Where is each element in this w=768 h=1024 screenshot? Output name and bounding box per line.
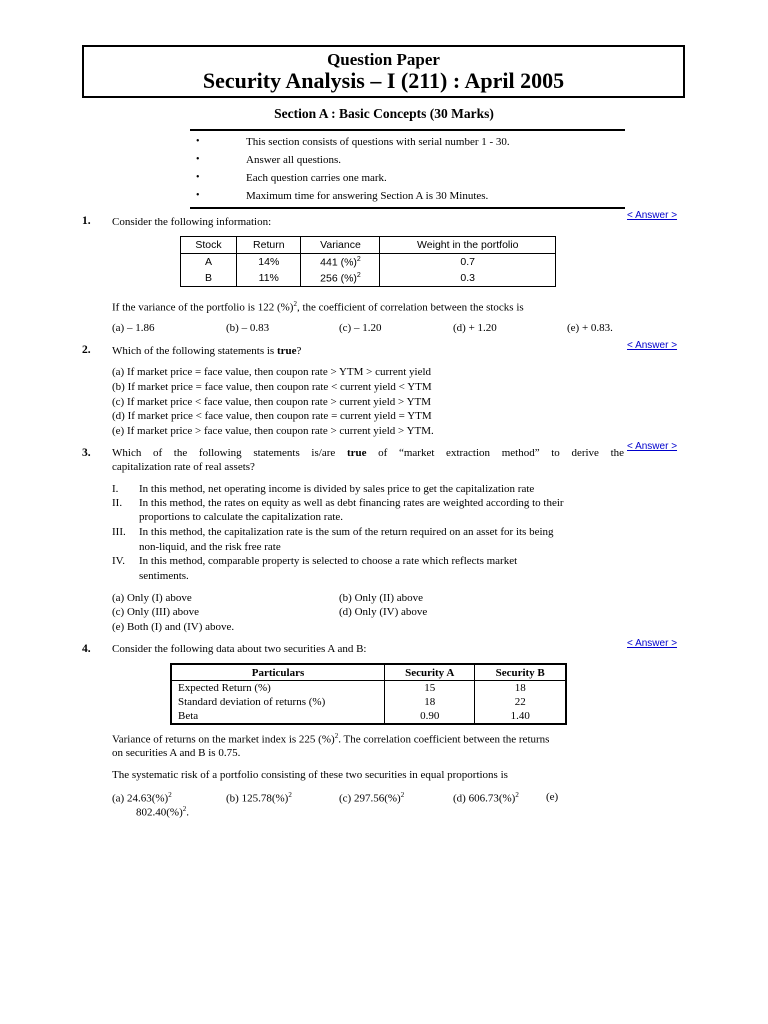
q2-number: 2. — [82, 344, 91, 356]
q3-statement-text: In this method, comparable property is selected to choose a rate which reflects market — [139, 555, 518, 567]
q1-option-a[interactable]: (a) – 1.86 — [112, 322, 155, 334]
q4-option-c[interactable]: (c) 297.56(%)$^2$ — [339, 791, 405, 805]
q1-number: 1. — [82, 215, 91, 227]
q1-option-d[interactable]: (d) + 1.20 — [453, 322, 497, 334]
q1-text: Consider the following information: — [112, 216, 272, 228]
q1-table — [180, 236, 556, 287]
q3-option-b[interactable]: (b) Only (II) above — [339, 592, 423, 604]
q2-option-e[interactable]: (e) If market price > face value, then coupon rate > current yield > YTM. — [112, 425, 434, 437]
table-row: Standard deviation of returns (%) 18 22 — [171, 695, 566, 709]
q1-th-stock: Stock — [181, 237, 237, 254]
q4-answer-link[interactable]: < Answer > — [627, 638, 678, 649]
table-row: A 14% 441 (%)$^2$ 0.7 — [181, 254, 556, 271]
q3-answer-link[interactable]: < Answer > — [627, 441, 678, 452]
q4-para1-line1: Variance of returns on the market index is 225 (%)$^2$. The correlation coefficient between the returns — [112, 732, 550, 746]
q4-th-security-a: Security A — [385, 664, 475, 681]
q1-answer-link[interactable]: < Answer > — [627, 210, 678, 221]
q3-statement-num: II. — [112, 497, 123, 509]
q3-statement-text: In this method, the rates on equity as well as debt financing rates are weighted according to their — [139, 497, 564, 509]
q1-th-weight: Weight in the portfolio — [380, 237, 556, 254]
q3-text-line1: Which of the following statements is/are true of “market extraction method” to derive the — [112, 447, 625, 459]
q2-text: Which of the following statements is true? — [112, 345, 302, 357]
bullet-icon: • — [196, 136, 200, 147]
q3-option-d[interactable]: (d) Only (IV) above — [339, 606, 428, 618]
bullet-icon: • — [196, 190, 200, 201]
title-box — [82, 45, 685, 98]
q4-th-security-b: Security B — [475, 664, 566, 681]
table-row: Expected Return (%) 15 18 — [171, 681, 566, 696]
q1-th-return: Return — [237, 237, 301, 254]
section-title: Section A : Basic Concepts (30 Marks) — [274, 106, 494, 121]
q4-number: 4. — [82, 643, 91, 655]
q1-th-variance: Variance — [301, 237, 380, 254]
q4-para2: The systematic risk of a portfolio consisting of these two securities in equal proportions is — [112, 769, 508, 781]
q1-stem: If the variance of the portfolio is 122 (%)$^2$, the coefficient of correlation between the stocks is — [112, 300, 524, 314]
bullet-icon: • — [196, 172, 200, 183]
q2-option-b[interactable]: (b) If market price = face value, then coupon rate < current yield < YTM — [112, 381, 432, 393]
q3-statement-text: non-liquid, and the risk free rate — [139, 541, 281, 553]
q4-table — [170, 663, 567, 725]
q3-statement-num: I. — [112, 483, 119, 495]
paper-label: Question Paper — [327, 50, 440, 69]
instruction-item: • This section consists of questions with serial number 1 - 30. — [190, 133, 625, 151]
q1-option-c[interactable]: (c) – 1.20 — [339, 322, 382, 334]
instruction-item: • Maximum time for answering Section A is 30 Minutes. — [190, 187, 625, 205]
q4-option-e-label[interactable]: (e) — [546, 791, 559, 803]
q3-statement-num: IV. — [112, 555, 125, 567]
table-row: Beta 0.90 1.40 — [171, 709, 566, 724]
q4-option-d[interactable]: (d) 606.73(%)$^2$ — [453, 791, 519, 805]
q1-option-b[interactable]: (b) – 0.83 — [226, 322, 270, 334]
paper-title: Security Analysis – I (211) : April 2005 — [202, 68, 565, 93]
bullet-icon: • — [196, 154, 200, 165]
q3-option-e[interactable]: (e) Both (I) and (IV) above. — [112, 621, 235, 633]
q3-text-line2: capitalization rate of real assets? — [112, 461, 255, 473]
q3-statement-text: In this method, net operating income is divided by sales price to get the capitalization rate — [139, 483, 535, 495]
table-row: B 11% 256 (%)$^2$ 0.3 — [181, 270, 556, 287]
q4-option-e-value[interactable]: 802.40(%)$^2$. — [136, 805, 189, 819]
q3-statement-text: sentiments. — [139, 570, 189, 582]
q3-option-c[interactable]: (c) Only (III) above — [112, 606, 200, 618]
q2-option-a[interactable]: (a) If market price = face value, then coupon rate > YTM > current yield — [112, 366, 432, 378]
q1-option-e[interactable]: (e) + 0.83. — [567, 322, 613, 334]
q4-option-a[interactable]: (a) 24.63(%)$^2$ — [112, 791, 172, 805]
instruction-item: • Each question carries one mark. — [190, 169, 625, 187]
q2-option-c[interactable]: (c) If market price < face value, then coupon rate > current yield > YTM — [112, 396, 432, 408]
q4-option-b[interactable]: (b) 125.78(%)$^2$ — [226, 791, 292, 805]
q4-para1-line2: on securities A and B is 0.75. — [112, 747, 241, 759]
q3-statement-text: In this method, the capitalization rate is the sum of the return required on an asset for its being — [139, 526, 554, 538]
q4-th-particulars: Particulars — [171, 664, 385, 681]
instruction-item: • Answer all questions. — [190, 151, 625, 169]
q3-number: 3. — [82, 447, 91, 459]
q3-statement-num: III. — [112, 526, 126, 538]
q2-option-d[interactable]: (d) If market price < face value, then coupon rate = current yield = YTM — [112, 410, 432, 422]
q3-option-a[interactable]: (a) Only (I) above — [112, 592, 192, 604]
q2-answer-link[interactable]: < Answer > — [627, 340, 678, 351]
q3-statement-text: proportions to calculate the capitalization rate. — [139, 511, 344, 523]
q4-text: Consider the following data about two securities A and B: — [112, 643, 367, 655]
instructions-box — [190, 129, 625, 209]
